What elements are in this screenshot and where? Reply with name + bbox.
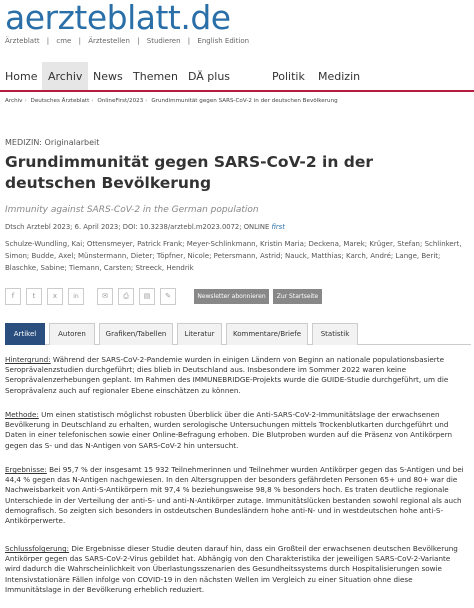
email-icon[interactable]: ✉ [97,288,113,305]
main-navigation [0,62,474,92]
nav-item-dae-plus[interactable]: DÄ plus [188,70,231,83]
online-first-link[interactable]: first [271,223,285,231]
newsletter-button[interactable]: Newsletter abonnieren [194,289,269,304]
abstract-text: Bei 95,7 % der insgesamt 15 932 Teilnehmerinnen und Teilnehmer wurden Antikörper gegen das S-Antigen und bei 44,4 % gegen das N-Antigen nachgewiesen. In den Altersgruppen der besonders gefährdeten Personen 65+ und 80+ war die Nachweisbarkeit von Anti-S-Antikörpern mit 97,4 % beziehungsweise 98,8 % besonders hoch. Es traten deutliche regionale Unterschiede in der Verteilung der anti-S- und anti-N-Antikörper zutage. Immunitätslücken bestanden sowohl regional als auch demografisch. So zeigten sich besonders in ostdeutschen Bundesländern hohe anti-N- und in westdeutschen hohe anti-S-Antikörperwerte. [5,465,464,526]
nav-item-news[interactable]: News [93,70,123,83]
subnav-link-cme[interactable]: cme | [56,37,81,45]
comment-icon[interactable]: ✎ [160,288,176,305]
pdf-icon[interactable]: ▤ [139,288,155,305]
article-kicker: MEDIZIN: Originalarbeit [5,138,100,147]
nav-item-politik[interactable]: Politik [272,70,305,83]
abstract-label: Hintergrund: [5,355,51,364]
tab-statistik[interactable]: Statistik [312,323,358,345]
breadcrumb-deutsches-aerzteblatt[interactable]: Deutsches Ärzteblatt [30,98,90,104]
tab-grafiken-tabellen[interactable]: Grafiken/Tabellen [99,323,173,345]
nav-item-home[interactable]: Home [5,70,38,83]
startseite-button[interactable]: Zur Startseite [273,289,322,304]
nav-item-archiv[interactable]: Archiv [48,70,83,83]
abstract-label: Ergebnisse: [5,465,47,474]
subnav-link-studieren[interactable]: Studieren | [146,37,191,45]
article-authors: Schulze-Wundling, Kai; Ottensmeyer, Patrick Frank; Meyer-Schlinkmann, Kristin Maria; Deckena, Marek; Krüger, Stefan; Schlinkert, Simon; Budde, Axel; Münstermann, Dieter; Töpfner, Nicole; Petersmann, Astrid; Nauck, Matthias; Karch, André; Lange, Berit; Blaschke, Sabine; Tiemann, Carsten; Streeck, Hendrik [5,240,462,272]
abstract-text: Während der SARS-CoV-2-Pandemie wurden in einigen Ländern von Beginn an nationale populationsbasierte Seroprävalenzstudien durchgeführt; dies blieb in Deutschland aus. Insbesondere im Sommer 2022 waren keine Seroprävalenzerhebungen geplant. Im Rahmen des IMMUNEBRIDGE-Projekts wurde die GUIDE-Studie durchgeführt, um die Seroprävalenz auch auf regionaler Ebene einschätzen zu können. [5,355,449,395]
tab-artikel[interactable]: Artikel [5,323,45,345]
abstract-methode [5,410,467,451]
site-logo[interactable]: aerzteblatt.de [5,0,231,37]
site-header [0,0,474,62]
abstract-text: Um einen statistisch möglichst robusten Überblick über die Anti-SARS-CoV-2-Immunitätslage der erwachsenen Bevölkerung in Deutschland zu erhalten, wurden serologische Untersuchungen mittels Trockenblutkarten durchgeführt und Daten in einer telefonischen sowie einer Online-Befragung erhoben. Die Blutproben wurden auf die Präsenz von Antikörpern gegen das S- und das N-Antigen von SARS-CoV-2 hin untersucht. [5,410,453,450]
tab-autoren[interactable]: Autoren [49,323,95,345]
article-subtitle: Immunity against SARS-CoV-2 in the German population [5,205,259,215]
subnav-link-english-edition[interactable]: English Edition [197,37,250,45]
sub-navigation [5,37,254,45]
xing-icon[interactable]: x [47,288,63,305]
facebook-icon[interactable]: f [5,288,21,305]
abstract-text: Die Ergebnisse dieser Studie deuten darauf hin, dass ein Großteil der erwachsenen deutschen Bevölkerung Antikörper gegen das SARS-CoV-2-Virus gebildet hat. Abhängig von den Charakteristika der jeweiligen SARS-CoV-2-Variante wird dadurch die Wahrscheinlichkeit von Überlastungsszenarien des Gesundheitssystems durch Hospitalisierungen sowie Intensivstationäre Fällen infolge von COVID-19 in den nächsten Wellen im Vergleich zu einer Situation ohne diese Immunitätslage in der Bevölkerung erheblich reduziert. [5,544,458,594]
article-citation [5,223,285,231]
twitter-icon[interactable]: t [26,288,42,305]
nav-item-medizin[interactable]: Medizin [318,70,361,83]
breadcrumb-archiv[interactable]: Archiv [5,98,23,104]
citation-text: Dtsch Arztebl 2023; 6. April 2023; DOI: 10.3238/arztebl.m2023.0072; ONLINE [5,223,272,231]
abstract-label: Methode: [5,410,39,419]
article-title: Grundimmunität gegen SARS-CoV-2 in der deutschen Bevölkerung [5,153,374,192]
nav-item-themen[interactable]: Themen [133,70,178,83]
abstract-schlussfolgerung [5,544,467,595]
abstract-ergebnisse [5,465,467,526]
abstract-label: Schlussfolgerung: [5,544,70,553]
tab-literatur[interactable]: Literatur [177,323,222,345]
tab-kommentare-briefe[interactable]: Kommentare/Briefe [226,323,308,345]
print-icon[interactable]: ⎙ [118,288,134,305]
breadcrumb-current: Grundimmunität gegen SARS-CoV-2 in der deutschen Bevölkerung [151,98,338,104]
subnav-link-aerzteblatt[interactable]: Ärzteblatt | [5,37,50,45]
abstract-hintergrund [5,355,467,396]
article-tabs [5,323,471,345]
breadcrumb-onlinefirst[interactable]: OnlineFirst/2023 [97,98,144,104]
breadcrumb: Archiv › Deutsches Ärzteblatt › OnlineFirst/2023 › Grundimmunität gegen SARS-CoV-2 in der deutschen Bevölkerung [5,98,338,104]
linkedin-icon[interactable]: in [68,288,84,305]
subnav-link-aerztestellen[interactable]: Ärztestellen | [88,37,140,45]
